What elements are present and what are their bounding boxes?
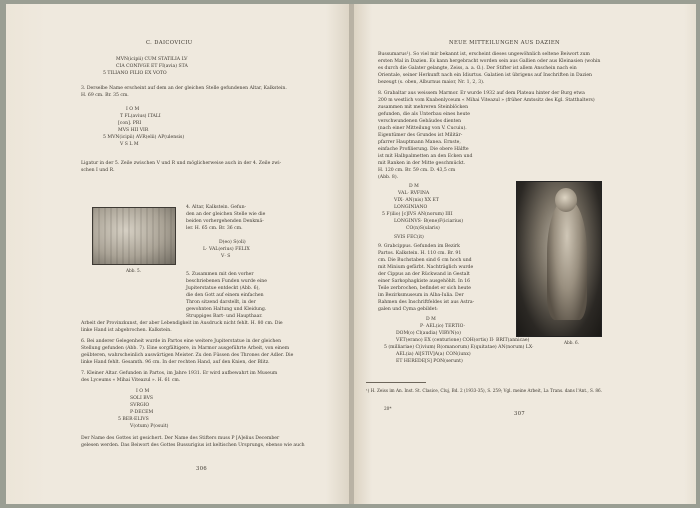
paragraph-line: 3. Derselbe Name erscheint auf dem an der gleichen Stelle gefundenen Altar, Kalkstein. <box>81 86 287 91</box>
paragraph-line: 7. Kleiner Altar. Gefunden in Partos, im Jahre 1931. Er wird aufbewahrt im Museum <box>81 371 278 376</box>
left-page <box>6 4 349 504</box>
inscription-line: V S L M <box>120 142 139 147</box>
page-number: 307 <box>514 411 526 417</box>
inscription-line: V(otum) P(osuit) <box>130 424 169 429</box>
paragraph-line: cm. Die Buchstaben sind 6 cm hoch und <box>378 258 472 263</box>
inscription-line: I O M <box>136 389 150 394</box>
paragraph-line: linke Hand ist abgebrochen. Kalkstein. <box>81 328 172 333</box>
running-header: C. DAICOVICIU <box>146 40 193 46</box>
paragraph-line: des Lyceums « Mihai Viteazul ». H. 61 cm. <box>81 378 181 383</box>
inscription-line: D M <box>426 317 436 322</box>
inscription-line: ET HEREDE[S] PON(serunt) <box>396 359 463 364</box>
paragraph-line: ersten Mal in Dazien. Es kann hergebracht worden sein aus Gallien oder aus Kleinasien (wohin <box>378 59 601 64</box>
paragraph-line: den an der gleichen Stelle wie die <box>186 212 266 217</box>
paragraph-line: 5. Zusammen mit den vorher <box>186 272 254 277</box>
paragraph-line: Partos. Kalkstein. H. 110 cm. Br. 91 <box>378 251 462 256</box>
paragraph-line: 200 m westlich vom Knabenlyceum « Mihai Viteazul » (früher Amtssitz des Kgl. Statthalters) <box>378 98 595 103</box>
paragraph-line: gewohnten Haltung und Kleidung. <box>186 307 267 312</box>
inscription-line: D M <box>409 184 419 189</box>
inscription-line: VET(erano) EX (centurione) COH(ortis) II· BRIT(annicae) <box>396 338 530 343</box>
inscription-line: SVIS FEC(it) <box>394 235 424 240</box>
paragraph-line: 9. Grabcippus. Gefunden im Bezirk <box>378 244 460 249</box>
paragraph-line: Teile zerbrochen, befindet er sich heute <box>378 286 471 291</box>
footnote: ¹) H. Zeiss im An. Inst. St. Clasice, Cluj, Bd. 2 (1933-35), S. 259; Vgl. meine Arbeit, La Trans. dans l'Ant., S. 86. <box>366 388 603 393</box>
inscription-line: 5 MVN(icipii) AVR(elii) AP(ulensis) <box>103 135 185 140</box>
paragraph-line: gelesen werden. Das Beiwort des Gottes Bussurigius ist keltischen Ursprungs, ebenso wie auch <box>81 443 305 448</box>
paragraph-line: im Bezirksmuseum in Alba-Iulia. Der <box>378 293 464 298</box>
paragraph-line: (nach einer Mitteilung von V. Cucuiu). <box>378 126 467 131</box>
inscription-line: P·DECEM <box>130 410 154 415</box>
paragraph-line: Orientale, seiner Herkunft nach ein Idiurtus. Galatien ist übrigens auf Inschriften in Dazien <box>378 73 593 78</box>
running-header: NEUE MITTEILUNGEN AUS DAZIEN <box>449 40 560 46</box>
paragraph-line: es durch die Galater gelangte, Zeiss, a. a. O.). Der Stifter ist allem Anschein nach ein <box>378 66 577 71</box>
paragraph-line: galen und Cyma gebildet: <box>378 307 438 312</box>
book-spread <box>6 4 696 504</box>
inscription-line: AEL(ia) Al[STIV]A(a) CON(iunx) <box>396 352 471 357</box>
paragraph-line: H. 69 cm. Br. 35 cm. <box>81 93 129 98</box>
page-number: 306 <box>196 466 208 472</box>
inscription-line: I O M <box>126 107 140 112</box>
inscription-line: SOLI BVS <box>130 396 154 401</box>
inscription-line: MVS HII VIR <box>118 128 149 133</box>
paragraph-line: Der Name des Gottes ist gesichert. Der Name des Stifters muss P [A]elius December <box>81 436 280 441</box>
inscription-line: T FL(avius) ITALI <box>120 114 161 119</box>
inscription-line: [con]. PRI <box>118 121 142 126</box>
jupiter-statue-photo <box>516 181 602 337</box>
paragraph-line: schen I und R. <box>81 168 115 173</box>
inscription-line: D(eo) S(oli) <box>219 240 246 245</box>
paragraph-line: mit Minium gefärbt. Nachträglich wurde <box>378 265 474 270</box>
inscription-line: 5 TILIANO FILIO EX VOTO <box>103 71 167 76</box>
paragraph-line: einfache Profilierung. Die obere Hälfte <box>378 147 469 152</box>
paragraph-line: mit Ranken in der Mitte geschmückt. <box>378 161 466 166</box>
inscription-line: CIA CONIVGE ET FI(avia) STA <box>116 64 188 69</box>
paragraph-line: Thron sitzend darstellt, in der <box>186 300 256 305</box>
paragraph-line: Ligatur in der 5. Zeile zwischen V und R und möglicherweise auch in der 4. Zeile zwi- <box>81 161 282 166</box>
inscription-line: 5 BER·ELIVS <box>118 417 149 422</box>
paragraph-line: ist mit Halbpalmetten an den Ecken und <box>378 154 473 159</box>
paragraph-line: Jupiterstatue entdeckt (Abb. 6), <box>186 286 260 291</box>
inscription-line: LONGINIANO <box>394 205 428 210</box>
altar-photo <box>92 207 176 265</box>
inscription-line: SVRGIO <box>130 403 150 408</box>
paragraph-line: ler. H. 65 cm. Br. 36 cm. <box>186 226 243 231</box>
figure-caption: Abb. 5. <box>126 268 142 273</box>
paragraph-line: der Cippus an der Rückwand in Gestalt <box>378 272 470 277</box>
paragraph-line: die den Gott auf einem einfachen <box>186 293 264 298</box>
inscription-line: MVN(icipii) CUM STATILIA LV <box>116 57 188 62</box>
inscription-line: VIX· AN(nis) XX ET <box>394 198 439 203</box>
paragraph-line: Arbeit der Provinzkunst, der aber Lebendigkeit im Ausdruck nicht fehlt. H. 80 cm. Die <box>81 321 283 326</box>
paragraph-line: beiden vorhergehenden Denkmä- <box>186 219 264 224</box>
inscription-line: LONGINVS· B(ene)F(iciarius) <box>394 219 464 224</box>
paragraph-line: H. 120 cm. Br. 59 cm. D. 43,5 cm <box>378 168 456 173</box>
paragraph-line: 4. Altar, Kalkstein. Gefun- <box>186 205 247 210</box>
paragraph-line: einer Sarkophagkiste ausgehöhlt. In 16 <box>378 279 471 284</box>
paragraph-line: bezeugt (s. oben, Alburnus maior, Nr. 1, 2, 3). <box>378 80 485 85</box>
inscription-line: DOM(o) Cl(audia) VIRVN(o) <box>396 331 461 336</box>
inscription-line: P· AEL(io) TERTIO· <box>420 324 465 329</box>
paragraph-line: pfarrer Hauptmann Manea. Ernste, <box>378 140 461 145</box>
statue-body <box>547 200 587 320</box>
inscription-line: CO(n)S(ularis) <box>406 226 440 231</box>
paragraph-line: Eigentümer des Grundes ist Militär- <box>378 133 463 138</box>
paragraph-line: beschriebenen Funden wurde eine <box>186 279 267 284</box>
paragraph-line: gefunden, die als Unterbau eines heute <box>378 112 471 117</box>
inscription-line: L· VAL(erius) FELIX <box>203 247 250 252</box>
statue-head <box>555 188 577 212</box>
signature-mark: 20* <box>384 406 392 411</box>
paragraph-line: zusammen mit mehreren Steinblöcken <box>378 105 469 110</box>
paragraph-line: geübteren, wahrscheinlich auswärtigen Meister. Zu den Füssen des Thrones der Adler. Die <box>81 353 294 358</box>
paragraph-line: (Abb. 8). <box>378 175 399 180</box>
paragraph-line: Stellung gefunden (Abb. 7). Eine sorgfältigere, in Marmor ausgeführte Arbeit, von einem <box>81 346 290 351</box>
inscription-line: VAL· RVFINA <box>398 191 430 196</box>
paragraph-line: Rahmen des Inschriftfeldes ist aus Astra- <box>378 300 475 305</box>
inscription-line: V· S <box>221 254 231 259</box>
paragraph-line: 8. Grabaltar aus weissem Marmor. Er wurde 1932 auf dem Plateau hinter der Burg etwa <box>378 91 585 96</box>
paragraph-line: 6. Bei anderer Gelegenheit wurde in Partos eine weitere Jupiterstatue in der gleichen <box>81 339 282 344</box>
inscription-line: 5 F(ilio) [c]IVS AN(norum) IIII <box>382 212 453 217</box>
figure-caption: Abb. 6. <box>564 340 580 345</box>
paragraph-line: Bussumarus¹). So viel mir bekannt ist, erscheint dieses ungewöhnlich seltene Beiwort zum <box>378 52 590 57</box>
paragraph-line: Struppiges Bart- und Haupthaar. <box>186 314 263 319</box>
inscription-line: 5 (milliariae) C(ivium) R(omanorum) E(quitatae) AN(norum) LX· <box>384 345 534 350</box>
footnote-rule <box>366 382 426 383</box>
paragraph-line: verschwundenen Gebäudes dienten <box>378 119 462 124</box>
paragraph-line: linke Hand fehlt. Gesamth. 96 cm. In der rechten Hand, auf den Knien, der Blitz. <box>81 360 270 365</box>
